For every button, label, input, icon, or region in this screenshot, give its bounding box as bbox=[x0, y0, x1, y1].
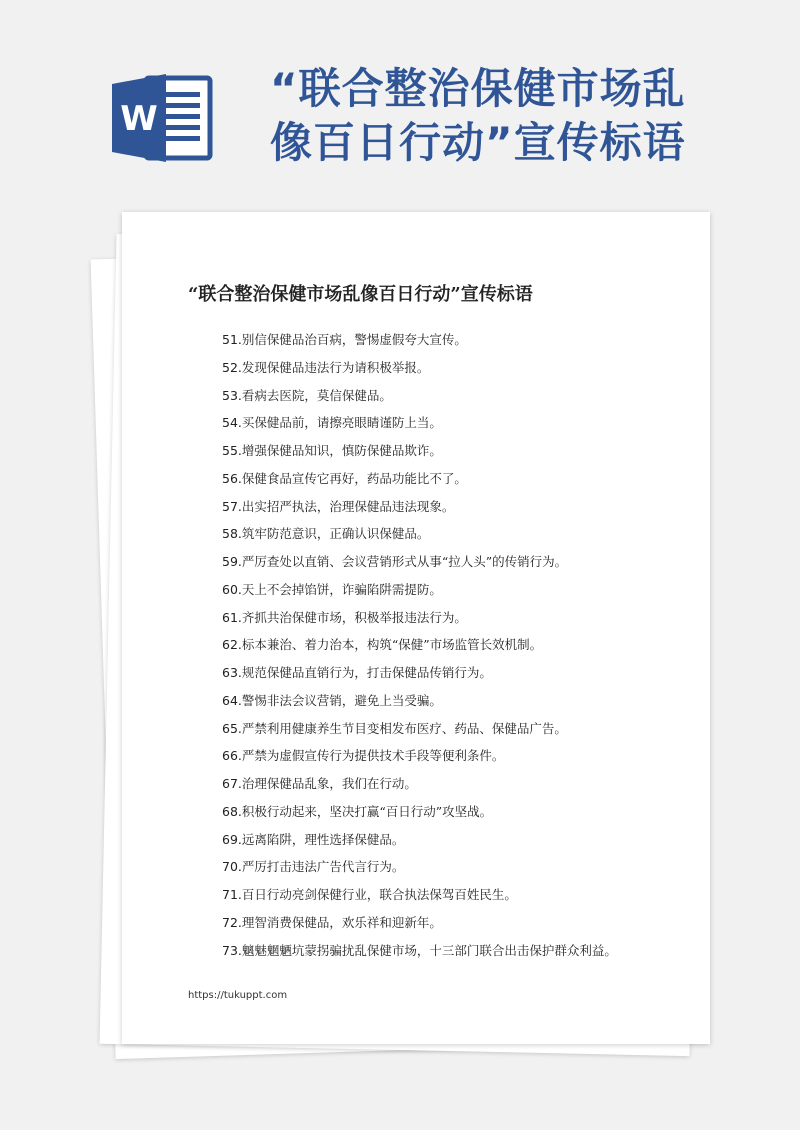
item-number: 73. bbox=[222, 942, 242, 958]
item-number: 61. bbox=[222, 609, 242, 625]
item-text: 百日行动亮剑保健行业，联合执法保驾百姓民生。 bbox=[241, 887, 517, 902]
item-number: 59. bbox=[222, 554, 242, 569]
item-number: 52. bbox=[222, 359, 242, 375]
item-text: 规范保健品直销行为，打击保健品传销行为。 bbox=[241, 665, 492, 680]
item-text: 看病去医院，莫信保健品。 bbox=[241, 387, 392, 403]
item-number: 58. bbox=[222, 526, 242, 542]
item-number: 64. bbox=[222, 692, 242, 708]
item-number: 70. bbox=[222, 859, 242, 875]
item-number: 66. bbox=[222, 748, 242, 764]
item-number: 65. bbox=[222, 720, 242, 736]
item-text: 增强保健品知识，慎防保健品欺诈。 bbox=[241, 443, 442, 458]
item-number: 53. bbox=[222, 387, 242, 403]
item-text: 齐抓共治保健市场，积极举报违法行为。 bbox=[241, 609, 467, 625]
item-text: 天上不会掉馅饼，诈骗陷阱需提防。 bbox=[241, 581, 442, 597]
item-text: 筑牢防范意识，正确认识保健品。 bbox=[241, 526, 430, 542]
list-item bbox=[222, 493, 617, 521]
word-logo-letter: W bbox=[120, 99, 158, 139]
list-item bbox=[222, 631, 617, 659]
item-number: 67. bbox=[222, 776, 242, 791]
item-text: 治理保健品乱象，我们在行动。 bbox=[241, 776, 417, 791]
item-text: 严禁利用健康养生节目变相发布医疗、药品、保健品广告。 bbox=[241, 720, 567, 736]
item-text: 严厉打击违法广告代言行为。 bbox=[241, 859, 405, 875]
list-item bbox=[222, 853, 617, 881]
item-text: 严禁为虚假宣传行为提供技术手段等便利条件。 bbox=[241, 748, 505, 764]
item-text: 魑魅魍魉坑蒙拐骗扰乱保健市场，十三部门联合出击保护群众利益。 bbox=[241, 942, 617, 958]
item-number: 71. bbox=[222, 887, 242, 902]
item-number: 69. bbox=[222, 831, 242, 847]
footer-url: https://tukuppt.com bbox=[188, 990, 288, 1001]
item-text: 别信保健品治百病，警惕虚假夸大宣传。 bbox=[241, 332, 467, 347]
item-number: 62. bbox=[222, 637, 242, 653]
item-text: 积极行动起来，坚决打赢“百日行动”攻坚战。 bbox=[241, 803, 493, 819]
item-text: 远离陷阱，理性选择保健品。 bbox=[241, 831, 405, 847]
item-text: 出实招严执法，治理保健品违法现象。 bbox=[241, 498, 455, 514]
list-item bbox=[222, 548, 617, 576]
item-text: 理智消费保健品，欢乐祥和迎新年。 bbox=[241, 914, 442, 930]
list-item bbox=[222, 326, 617, 354]
list-item bbox=[222, 826, 617, 854]
list-item bbox=[222, 604, 617, 632]
item-text: 严厉查处以直销、会议营销形式从事“拉人头”的传销行为。 bbox=[241, 554, 568, 569]
list-item bbox=[222, 742, 617, 770]
list-item bbox=[222, 354, 617, 382]
list-item bbox=[222, 659, 617, 687]
item-number: 57. bbox=[222, 498, 242, 514]
list-item bbox=[222, 382, 617, 410]
list-item bbox=[222, 715, 617, 743]
list-item bbox=[222, 409, 617, 437]
item-number: 72. bbox=[222, 914, 242, 930]
item-number: 56. bbox=[222, 470, 242, 486]
list-item bbox=[222, 576, 617, 604]
list-item bbox=[222, 437, 617, 465]
item-number: 63. bbox=[222, 665, 242, 680]
word-document-icon bbox=[112, 72, 222, 164]
item-number: 60. bbox=[222, 581, 242, 597]
item-number: 55. bbox=[222, 443, 242, 458]
document-page bbox=[122, 212, 710, 1044]
page-title: “联合整治保健市场乱像百日行动”宣传标语 bbox=[270, 64, 686, 167]
document-title: “联合整治保健市场乱像百日行动”宣传标语 bbox=[188, 284, 533, 305]
item-text: 警惕非法会议营销，避免上当受骗。 bbox=[241, 692, 442, 708]
list-item bbox=[222, 881, 617, 909]
item-text: 发现保健品违法行为请积极举报。 bbox=[241, 359, 430, 375]
item-number: 54. bbox=[222, 415, 242, 431]
list-item bbox=[222, 770, 617, 798]
list-item bbox=[222, 909, 617, 937]
list-item bbox=[222, 465, 617, 493]
item-text: 买保健品前，请擦亮眼睛谨防上当。 bbox=[241, 415, 442, 431]
item-text: 保健食品宣传它再好，药品功能比不了。 bbox=[241, 470, 467, 486]
list-item bbox=[222, 520, 617, 548]
list-item bbox=[222, 798, 617, 826]
item-number: 68. bbox=[222, 803, 242, 819]
item-text: 标本兼治、着力治本，构筑“保健”市场监管长效机制。 bbox=[241, 637, 543, 653]
list-item bbox=[222, 687, 617, 715]
item-number: 51. bbox=[222, 332, 242, 347]
list-item bbox=[222, 937, 617, 965]
slogan-list bbox=[222, 326, 617, 964]
